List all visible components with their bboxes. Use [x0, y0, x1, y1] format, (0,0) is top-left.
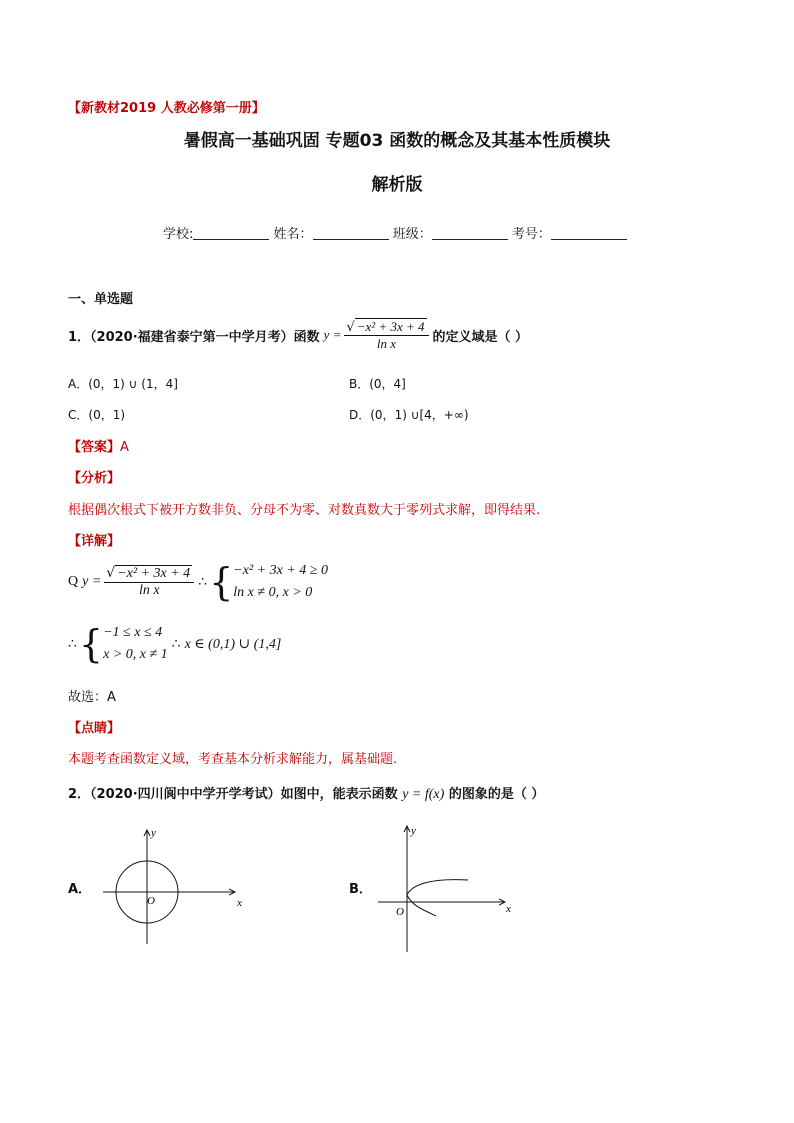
school-blank: [193, 226, 269, 240]
number-blank: [551, 226, 627, 240]
q1-fn-lhs: y =: [323, 327, 342, 342]
q1-suffix: 的定义域是（ ）: [432, 329, 529, 345]
because-symbol: Q: [68, 574, 79, 589]
x-axis-label: x: [237, 897, 242, 909]
option-label: A．: [68, 377, 89, 391]
system-2-row-2: x > 0, x ≠ 1: [103, 647, 168, 662]
class-blank: [432, 226, 508, 240]
system-1: [233, 560, 328, 604]
q2-option-b-label: B．: [349, 882, 372, 897]
detail-result: x ∈ (0,1) ∪ (1,4]: [184, 636, 282, 652]
q2-prefix: 2．（2020·四川阆中中学开学考试）如图中，能表示函数: [68, 787, 398, 802]
detail-fraction: $\frac{\text{√ −x² + 3x + 4}}{\text{ln x}}$: [104, 565, 194, 599]
detail-line-2: [68, 622, 281, 666]
answer-value: A: [120, 440, 129, 455]
page-subtitle: 解析版: [371, 175, 423, 195]
y-axis-label: y: [411, 825, 416, 837]
name-blank: [313, 226, 389, 240]
class-label: 班级：: [392, 227, 432, 242]
therefore-symbol: ∴: [68, 636, 77, 652]
analysis-text: 根据偶次根式下被开方数非负、分母不为零、对数真数大于零列式求解，即得结果.: [68, 503, 541, 518]
comment-tag: 【点睛】: [68, 721, 121, 736]
detail-y: y =: [82, 574, 102, 589]
answer-tag: 【答案】: [68, 440, 121, 455]
x-axis-label: x: [506, 903, 511, 915]
origin-label: O: [147, 895, 155, 907]
y-axis-label: y: [151, 827, 156, 839]
q2-suffix: 的图象的是（ ）: [448, 787, 545, 802]
q2-figure-a: [95, 820, 255, 950]
q2-figure-b: [370, 820, 530, 955]
therefore-symbol: ∴: [198, 574, 208, 590]
analysis-tag: 【分析】: [68, 471, 121, 486]
option-text: (0，4]: [369, 377, 406, 391]
question-2: [68, 783, 544, 803]
system-2: [103, 622, 168, 666]
option-text: (0，1) ∪ (1，4]: [88, 377, 178, 391]
q1-option-d: [349, 406, 469, 423]
q1-option-b: [349, 375, 406, 392]
detail-line-1: [68, 560, 328, 604]
system-2-row-1: −1 ≤ x ≤ 4: [103, 625, 163, 640]
option-text: (0，1): [88, 408, 126, 422]
q1-fraction: $\frac{\text{√ −x² + 3x + 4}}{\text{ln x}}$: [344, 318, 428, 352]
q1-option-c: [68, 406, 125, 423]
q1-source: 1．（2020·福建省泰宁第一中学月考）函数: [68, 329, 320, 345]
therefore-symbol: ∴: [171, 636, 181, 652]
option-label: C．: [68, 408, 89, 422]
edition-tag: 【新教材2019 人教必修第一册】: [68, 101, 265, 116]
school-label: 学校:: [163, 227, 194, 242]
info-fields: [163, 223, 627, 242]
q1-denominator: ln x: [376, 336, 397, 351]
q1-option-a: [68, 375, 178, 392]
name-label: 姓名：: [273, 227, 313, 242]
q2-option-a-label: A．: [68, 882, 92, 897]
system-1-row-1: −x² + 3x + 4 ≥ 0: [233, 563, 328, 578]
system-brace: {: [78, 622, 104, 666]
section-heading: 一、单选题: [68, 292, 134, 307]
q2-fn: y = f(x): [402, 787, 445, 802]
page-title: 暑假高一基础巩固 专题03 函数的概念及其基本性质模块: [183, 131, 611, 151]
q1-radicand: −x² + 3x + 4: [356, 319, 425, 334]
q1-answer: [68, 436, 129, 455]
sideways-parabola-curve: [407, 880, 468, 916]
detail-tag: 【详解】: [68, 534, 121, 549]
origin-label: O: [396, 906, 404, 918]
question-1: [68, 318, 528, 352]
option-label: B．: [349, 377, 370, 391]
choose-line: 故选：A: [68, 690, 116, 705]
system-1-row-2: ln x ≠ 0, x > 0: [233, 585, 313, 600]
number-label: 考号：: [511, 227, 551, 242]
detail-denominator: ln x: [138, 583, 160, 598]
option-text: (0，1) ∪[4，+∞): [370, 408, 469, 422]
option-label: D．: [349, 408, 371, 422]
system-brace: {: [209, 560, 234, 604]
detail-radicand: −x² + 3x + 4: [117, 566, 191, 581]
comment-text: 本题考查函数定义域，考查基本分析求解能力，属基础题.: [68, 752, 398, 767]
